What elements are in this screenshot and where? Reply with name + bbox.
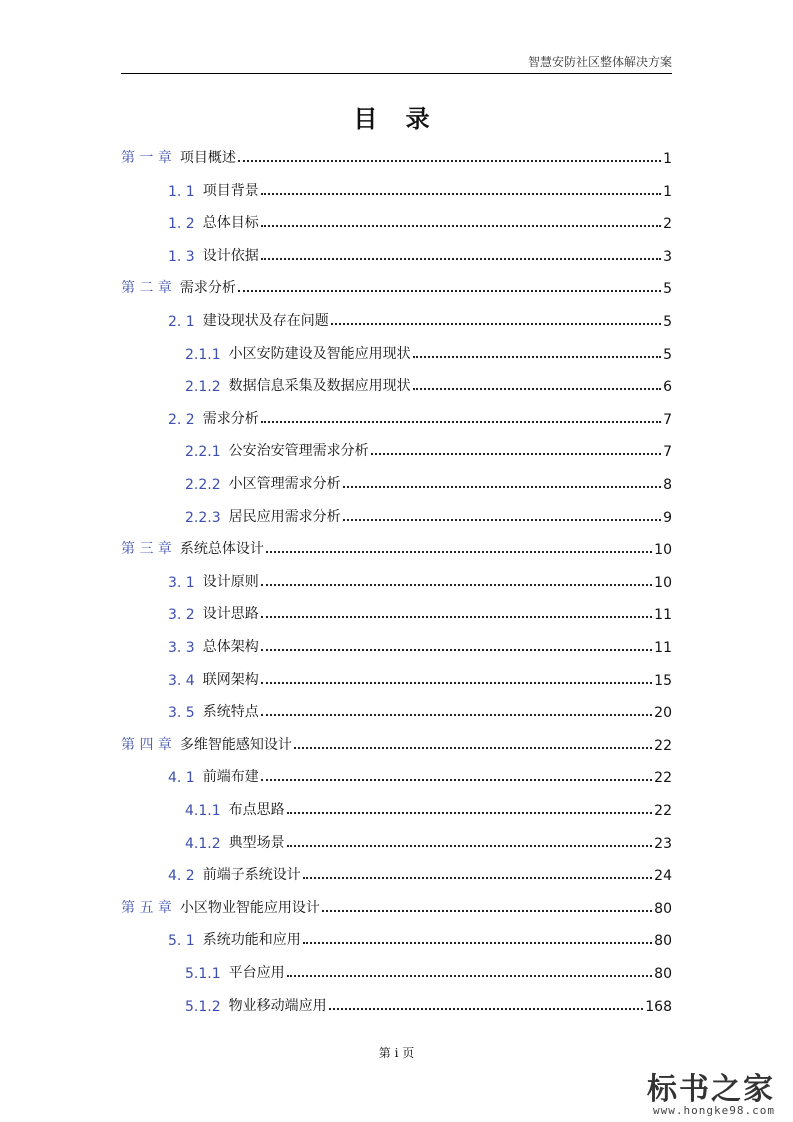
toc-entry-page: 80 bbox=[654, 966, 672, 982]
toc-entry[interactable] bbox=[121, 471, 672, 493]
toc-entry-number: 2.1.1 bbox=[185, 346, 221, 363]
toc-dot-leader bbox=[261, 583, 652, 586]
toc-dot-leader bbox=[413, 355, 661, 358]
toc-entry-page: 168 bbox=[645, 998, 672, 1015]
toc-entry[interactable] bbox=[121, 895, 672, 917]
toc-entry-label: 总体目标 bbox=[202, 215, 259, 232]
toc-entry-label: 项目背景 bbox=[202, 182, 259, 199]
toc-entry-label: 小区安防建设及智能应用现状 bbox=[228, 345, 411, 362]
toc-dot-leader bbox=[343, 485, 661, 488]
toc-entry[interactable] bbox=[121, 178, 672, 200]
toc-entry-number: 2. 2 bbox=[168, 411, 195, 428]
toc-entry-label: 需求分析 bbox=[202, 410, 259, 427]
toc-entry-page: 22 bbox=[654, 737, 672, 754]
toc-dot-leader bbox=[238, 159, 661, 162]
toc-entry-number: 5.1.1 bbox=[185, 966, 221, 982]
toc-entry-label: 系统特点 bbox=[202, 704, 259, 721]
toc-entry[interactable] bbox=[121, 210, 672, 232]
toc-entry-page: 2 bbox=[663, 216, 672, 233]
toc-entry-number: 4. 1 bbox=[168, 770, 195, 787]
toc-entry[interactable] bbox=[121, 601, 672, 623]
toc-entry-number: 2.2.2 bbox=[185, 477, 221, 493]
toc-entry[interactable] bbox=[121, 341, 672, 363]
watermark-url: www.hongke98.com bbox=[653, 1104, 775, 1117]
toc-entry-number: 5. 1 bbox=[168, 933, 195, 950]
toc-entry[interactable] bbox=[121, 830, 672, 852]
toc-dot-leader bbox=[413, 387, 661, 390]
toc-dot-leader bbox=[322, 909, 652, 912]
toc-entry-page: 10 bbox=[654, 542, 672, 559]
toc-entry-label: 布点思路 bbox=[228, 802, 285, 818]
toc-dot-leader bbox=[331, 322, 661, 325]
toc-entry-page: 7 bbox=[663, 411, 672, 428]
toc-entry-number: 5.1.2 bbox=[185, 998, 221, 1015]
toc-entry-number: 第 四 章 bbox=[121, 736, 172, 753]
header-divider bbox=[121, 73, 672, 74]
toc-entry-page: 15 bbox=[654, 672, 672, 689]
toc-dot-leader bbox=[261, 615, 652, 618]
toc-entry-number: 2.2.3 bbox=[185, 509, 221, 526]
toc-entry-label: 物业移动端应用 bbox=[228, 997, 327, 1014]
toc-entry-label: 总体架构 bbox=[202, 639, 259, 655]
toc-dot-leader bbox=[261, 778, 652, 781]
toc-dot-leader bbox=[303, 941, 652, 944]
toc-dot-leader bbox=[287, 974, 653, 977]
toc-entry-label: 小区物业智能应用设计 bbox=[179, 899, 320, 916]
toc-entry-page: 11 bbox=[654, 607, 672, 624]
toc-dot-leader bbox=[329, 1007, 644, 1010]
toc-entry-label: 设计思路 bbox=[202, 606, 259, 623]
toc-entry[interactable] bbox=[121, 536, 672, 558]
toc-entry[interactable] bbox=[121, 764, 672, 786]
toc-entry-label: 前端布建 bbox=[202, 769, 259, 786]
toc-entry-number: 1. 2 bbox=[168, 216, 195, 233]
toc-entry-page: 10 bbox=[654, 574, 672, 591]
toc-entry-label: 设计原则 bbox=[202, 573, 259, 590]
toc-entry-number: 1. 3 bbox=[168, 248, 195, 265]
toc-entry-page: 20 bbox=[654, 705, 672, 722]
toc-dot-leader bbox=[343, 518, 661, 521]
toc-entry-number: 3. 4 bbox=[168, 672, 195, 689]
toc-entry-page: 24 bbox=[654, 868, 672, 885]
toc-entry-label: 设计依据 bbox=[202, 247, 259, 264]
toc-entry-number: 第 三 章 bbox=[121, 541, 172, 558]
toc-entry[interactable] bbox=[121, 862, 672, 884]
toc-entry-label: 建设现状及存在问题 bbox=[202, 313, 329, 329]
toc-dot-leader bbox=[238, 289, 661, 292]
toc-entry-page: 8 bbox=[663, 477, 672, 493]
toc-entry-page: 22 bbox=[654, 803, 672, 819]
toc-entry-label: 居民应用需求分析 bbox=[228, 508, 341, 525]
toc-entry-number: 2.2.1 bbox=[185, 444, 221, 461]
toc-entry[interactable] bbox=[121, 145, 672, 167]
toc-entry[interactable] bbox=[121, 406, 672, 428]
toc-entry[interactable] bbox=[121, 243, 672, 265]
toc-dot-leader bbox=[261, 648, 652, 651]
watermark-title: 标书之家 bbox=[647, 1072, 775, 1107]
toc-dot-leader bbox=[303, 876, 652, 879]
toc-dot-leader bbox=[261, 257, 661, 260]
toc-entry-page: 80 bbox=[654, 933, 672, 950]
toc-entry[interactable] bbox=[121, 960, 672, 982]
toc-title: 目 录 bbox=[353, 105, 440, 133]
toc-dot-leader bbox=[261, 681, 652, 684]
page-header-title: 智慧安防社区整体解决方案 bbox=[527, 55, 672, 69]
toc-entry-label: 系统功能和应用 bbox=[202, 932, 301, 949]
toc-entry-page: 1 bbox=[663, 151, 672, 167]
toc-entry-page: 1 bbox=[663, 183, 672, 200]
toc-entry[interactable] bbox=[121, 275, 672, 297]
toc-dot-leader bbox=[261, 713, 652, 716]
toc-dot-leader bbox=[287, 811, 653, 814]
toc-entry-page: 6 bbox=[663, 379, 672, 396]
toc-entry-label: 数据信息采集及数据应用现状 bbox=[228, 378, 411, 395]
toc-entry-number: 第 五 章 bbox=[121, 899, 172, 916]
toc-entry-page: 9 bbox=[663, 509, 672, 526]
toc-dot-leader bbox=[371, 452, 661, 455]
toc-entry-label: 系统总体设计 bbox=[179, 541, 264, 558]
toc-entry[interactable] bbox=[121, 504, 672, 526]
toc-entry-label: 平台应用 bbox=[228, 965, 285, 981]
toc-entry-number: 2.1.2 bbox=[185, 379, 221, 396]
toc-entry-number: 第 二 章 bbox=[121, 280, 172, 297]
toc-dot-leader bbox=[261, 420, 661, 423]
toc-entry-page: 22 bbox=[654, 770, 672, 787]
toc-entry[interactable] bbox=[121, 797, 672, 819]
toc-entry-page: 5 bbox=[663, 314, 672, 330]
toc-entry-label: 小区管理需求分析 bbox=[228, 476, 341, 492]
toc-entry-page: 5 bbox=[663, 281, 672, 298]
toc-entry[interactable] bbox=[121, 308, 672, 330]
toc-dot-leader bbox=[261, 192, 661, 195]
toc-entry-label: 项目概述 bbox=[179, 150, 236, 166]
toc-entry[interactable] bbox=[121, 927, 672, 949]
toc-entry[interactable] bbox=[121, 569, 672, 591]
toc-dot-leader bbox=[294, 746, 652, 749]
toc-entry[interactable] bbox=[121, 667, 672, 689]
toc-entry-number: 4.1.1 bbox=[185, 803, 221, 819]
toc-entry-label: 公安治安管理需求分析 bbox=[228, 443, 369, 460]
toc-entry-label: 多维智能感知设计 bbox=[179, 736, 292, 753]
toc-entry[interactable] bbox=[121, 438, 672, 460]
toc-entry-page: 5 bbox=[663, 346, 672, 363]
toc-entry-page: 11 bbox=[654, 640, 672, 656]
toc-dot-leader bbox=[266, 550, 652, 553]
toc-entry[interactable] bbox=[121, 634, 672, 656]
toc-entry-number: 2. 1 bbox=[168, 314, 195, 330]
toc-entry-number: 4.1.2 bbox=[185, 835, 221, 852]
toc-entry-number: 第 一 章 bbox=[121, 150, 172, 166]
toc-entry-label: 典型场景 bbox=[228, 834, 285, 851]
toc-entry-number: 3. 3 bbox=[168, 640, 195, 656]
toc-entry[interactable] bbox=[121, 993, 672, 1015]
toc-entry[interactable] bbox=[121, 732, 672, 754]
toc-entry-label: 联网架构 bbox=[202, 671, 259, 688]
toc-entry-page: 80 bbox=[654, 900, 672, 917]
page-number-footer: 第 i 页 bbox=[378, 1046, 415, 1060]
toc-entry-page: 7 bbox=[663, 444, 672, 461]
toc-entry[interactable] bbox=[121, 373, 672, 395]
toc-entry-page: 23 bbox=[654, 835, 672, 852]
toc-entry-label: 前端子系统设计 bbox=[202, 867, 301, 884]
toc-entry-number: 3. 1 bbox=[168, 574, 195, 591]
toc-entry-number: 4. 2 bbox=[168, 868, 195, 885]
toc-entry[interactable] bbox=[121, 699, 672, 721]
toc-entry-page: 3 bbox=[663, 248, 672, 265]
toc-dot-leader bbox=[287, 844, 653, 847]
watermark-logo bbox=[647, 1064, 775, 1117]
toc-dot-leader bbox=[261, 224, 661, 227]
toc-entry-number: 3. 2 bbox=[168, 607, 195, 624]
toc-entry-label: 需求分析 bbox=[179, 280, 236, 297]
toc-entry-number: 3. 5 bbox=[168, 705, 195, 722]
toc-entry-number: 1. 1 bbox=[168, 183, 195, 200]
